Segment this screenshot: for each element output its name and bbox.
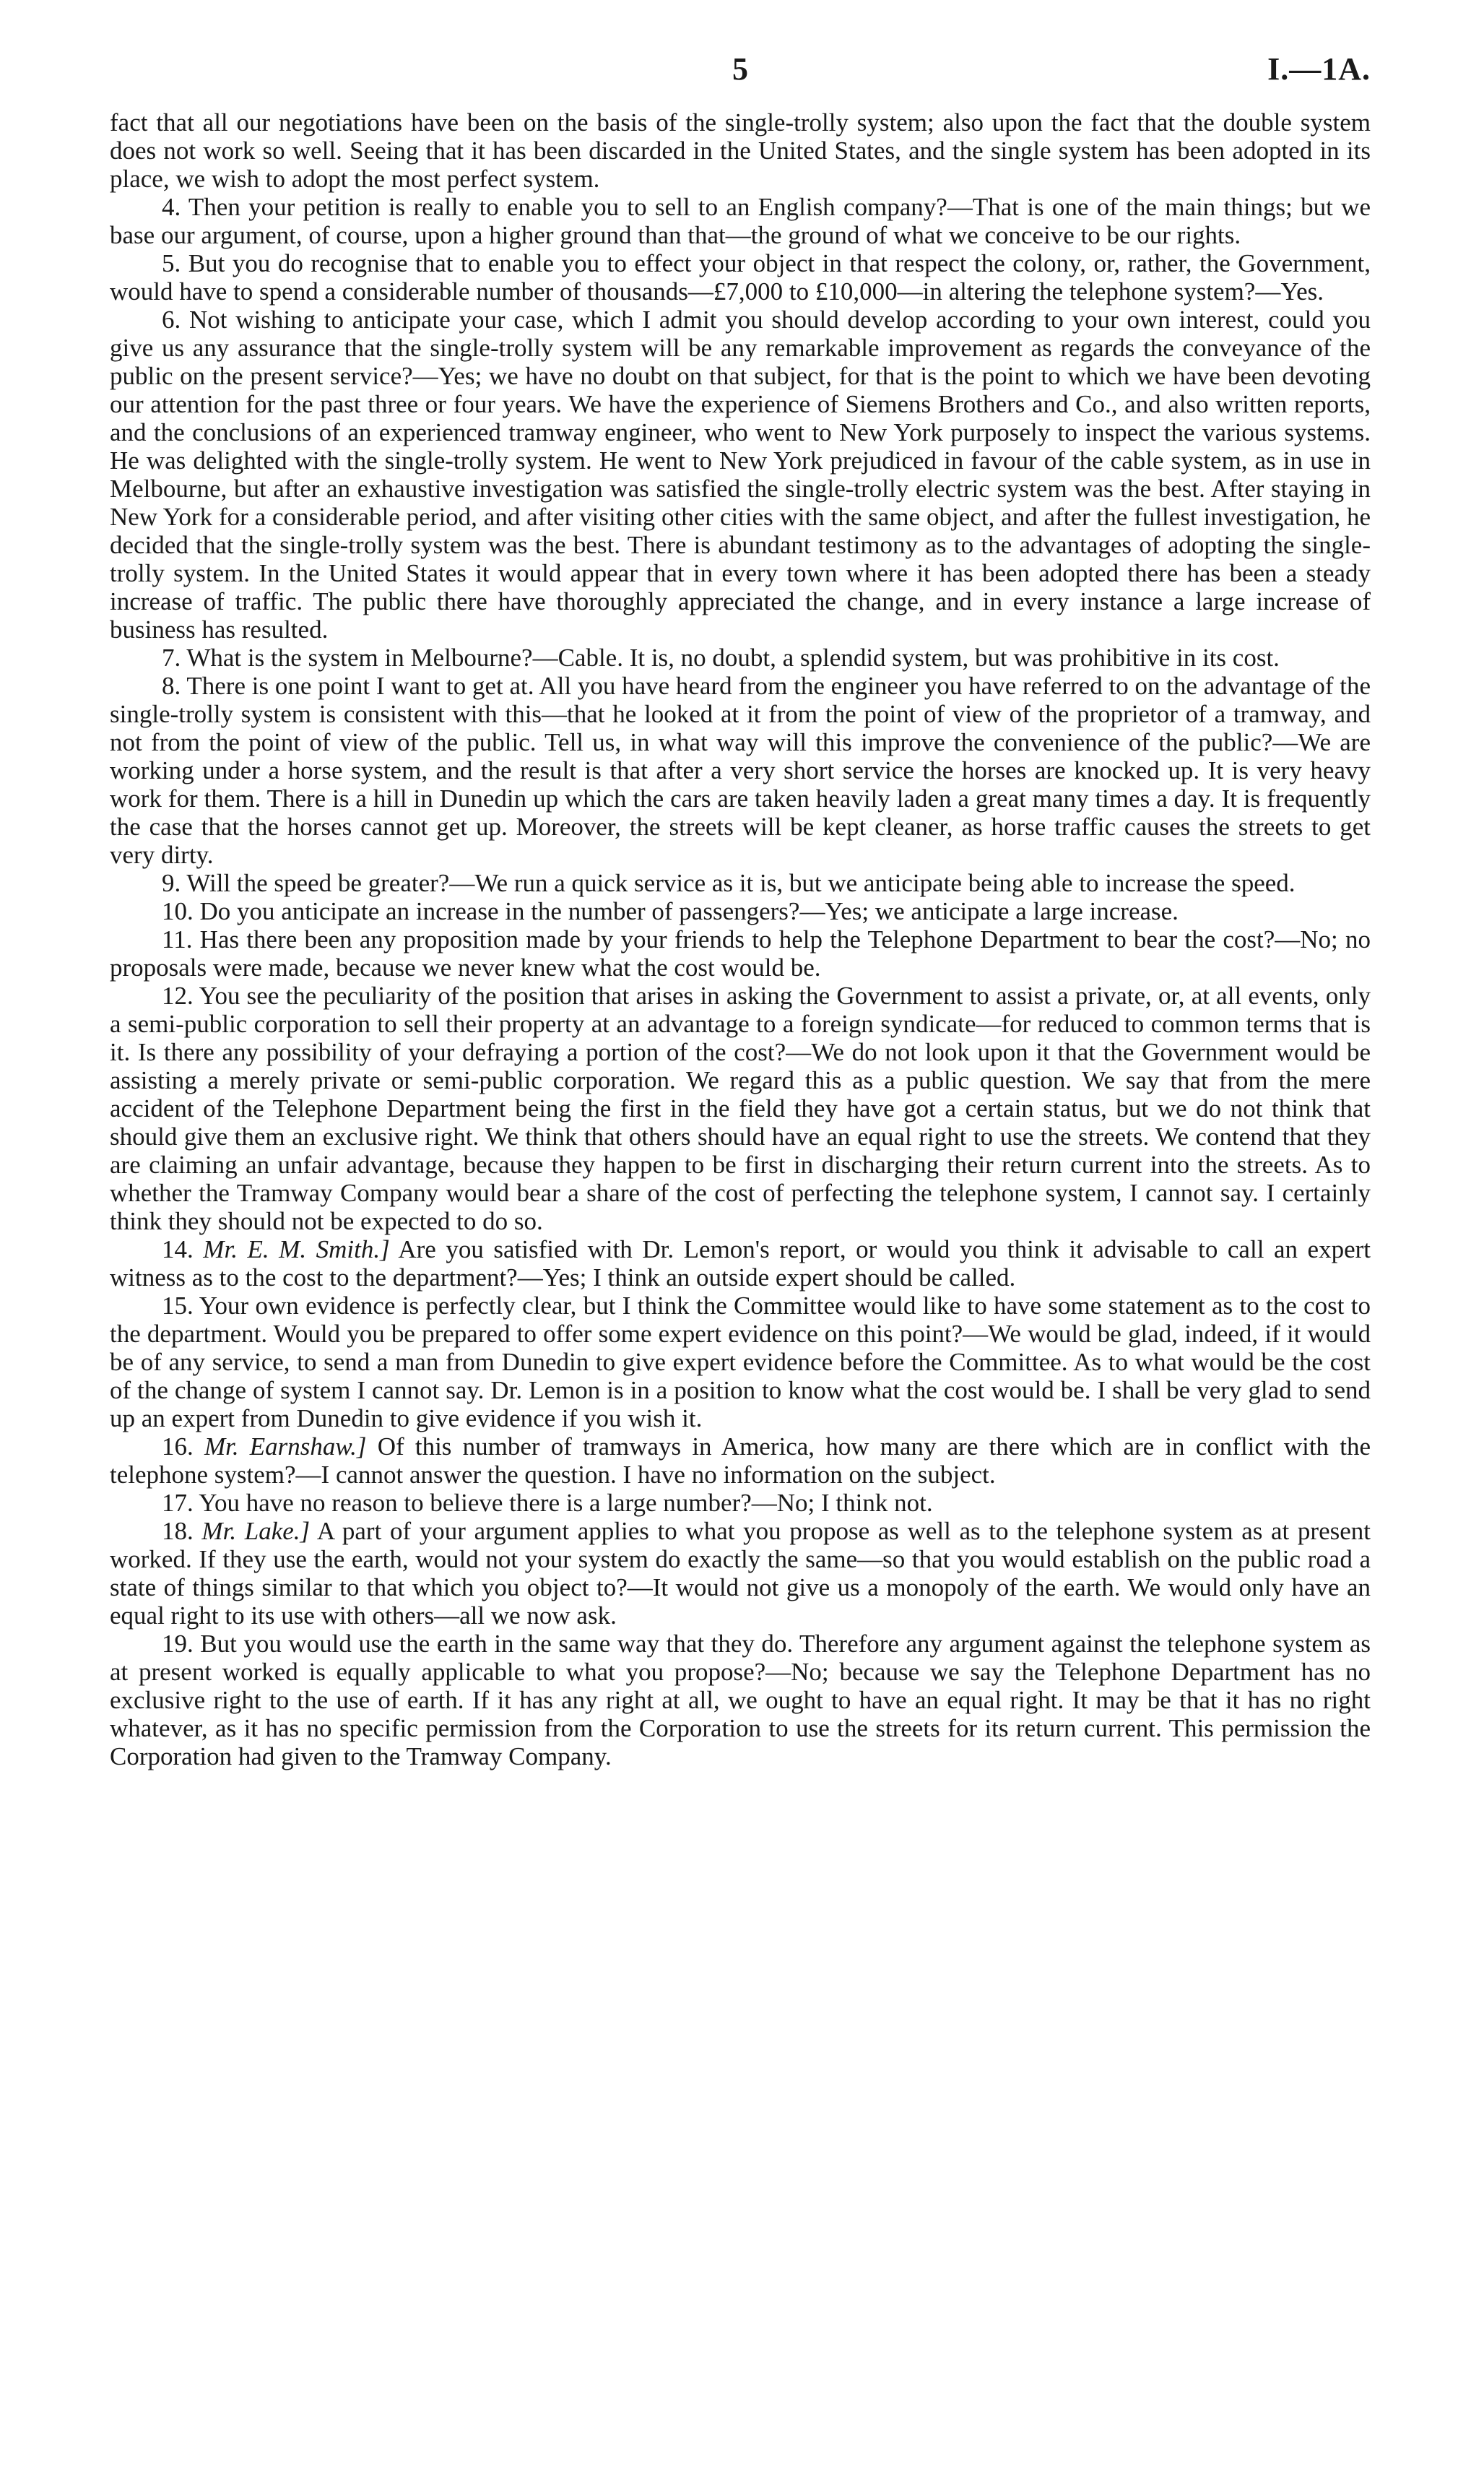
question-number: 14.: [162, 1235, 194, 1263]
paragraph-q17: 17. You have no reason to believe there is a large number?—No; I think not.: [162, 1489, 933, 1517]
paragraph-q12: 12. You see the peculiarity of the position that arises in asking the Government to assist a private, or, at all events, only a semi-public corporation to sell their property at an advantage to a foreign syndicate—for reduced to common terms that is it. Is there any possibility of your defraying a portion of the cost?—We do not look upon it that the Government would be assisting a merely private or semi-public corporation. We regard this as a public question. We say that from the mere accident of the Telephone Department being the first in the field they have got a certain status, but we do not think that should give them an exclusive right. We think that others should have an equal right to use the streets. We contend that they are claiming an unfair advantage, because they happen to be first in discharging their return current into the streets. As to whether the Tramway Company would bear a share of the cost of perfecting the telephone system, I cannot say. I certainly think they should not be expected to do so.: [110, 982, 1371, 1235]
speaker-name: Mr. Earnshaw.]: [204, 1432, 367, 1461]
page-number: 5: [732, 51, 748, 87]
paragraph-q16: [110, 1432, 1371, 1489]
body-text: [110, 108, 1371, 1770]
page-header: [110, 51, 1371, 108]
paragraph-q11: 11. Has there been any proposition made by your friends to help the Telephone Department to bear the cost?—No; no proposals were made, because we never knew what the cost would be.: [110, 925, 1371, 982]
paragraph-continuation: fact that all our negotiations have been on the basis of the single-trolly system; also upon the fact that the double system does not work so well. Seeing that it has been discarded in the United States, and the single system has been adopted in its place, we wish to adopt the most perfect system.: [110, 108, 1371, 193]
question-number: 16.: [162, 1432, 194, 1461]
paragraph-q4: 4. Then your petition is really to enable you to sell to an English company?—That is one of the main things; but we base our argument, of course, upon a higher ground than that—the ground of what we conceive to be our rights.: [110, 193, 1371, 249]
paragraph-q14: [110, 1235, 1371, 1292]
paragraph-q6: 6. Not wishing to anticipate your case, which I admit you should develop according to your own interest, could you give us any assurance that the single-trolly system will be any remarkable improvement as regards the conveyance of the public on the present service?—Yes; we have no doubt on that subject, for that is the point to which we have been devoting our attention for the past three or four years. We have the experience of Siemens Brothers and Co., and also written reports, and the conclusions of an experienced tramway engineer, who went to New York purposely to inspect the various systems. He was delighted with the single-trolly system. He went to New York prejudiced in favour of the cable system, as in use in Melbourne, but after an exhaustive investigation was satisfied the single-trolly electric system was the best. After staying in New York for a considerable period, and after visiting other cities with the same object, and after the fullest investigation, he decided that the single-trolly system was the best. There is abundant testimony as to the advantages of adopting the single-trolly system. In the United States it would appear that in every town where it has been adopted there has been a steady increase of traffic. The public there have thoroughly appreciated the change, and in every instance a large increase of business has resulted.: [110, 306, 1371, 644]
paragraph-q8: 8. There is one point I want to get at. All you have heard from the engineer you have referred to on the advantage of the single-trolly system is consistent with this—that he looked at it from the point of view of the proprietor of a tramway, and not from the point of view of the public. Tell us, in what way will this improve the convenience of the public?—We are working under a horse system, and the result is that after a very short service the horses are knocked up. It is very heavy work for them. There is a hill in Dunedin up which the cars are taken heavily laden a great many times a day. It is frequently the case that the horses cannot get up. Moreover, the streets will be kept cleaner, as horse traffic causes the streets to get very dirty.: [110, 672, 1371, 869]
paragraph-q19: 19. But you would use the earth in the same way that they do. Therefore any argument against the telephone system as at present worked is equally applicable to what you propose?—No; because we say the Telephone Department has no exclusive right to the use of earth. If it has any right at all, we ought to have an equal right. It may be that it has no right whatever, as it has no specific permission from the Corporation to use the streets for its return current. This permission the Corporation had given to the Tramway Company.: [110, 1630, 1371, 1770]
paragraph-q18: [110, 1517, 1371, 1630]
paragraph-q10: 10. Do you anticipate an increase in the number of passengers?—Yes; we anticipate a large increase.: [162, 897, 1179, 925]
question-text: Are you satisfied with Dr. Lemon's report, or would you think it advisable to call an expert witness as to the cost to the department?—Yes; I think an outside expert should be called.: [110, 1235, 1371, 1292]
question-number: 18.: [162, 1517, 194, 1545]
document-reference: I.—1A.: [1267, 51, 1371, 87]
paragraph-q7: 7. What is the system in Melbourne?—Cable. It is, no doubt, a splendid system, but was prohibitive in its cost.: [162, 644, 1280, 672]
speaker-name: Mr. E. M. Smith.]: [203, 1235, 390, 1263]
speaker-name: Mr. Lake.]: [201, 1517, 311, 1545]
question-text: A part of your argument applies to what you propose as well as to the telephone system as at present worked. If they use the earth, would not your system do exactly the same—so that you would establish on the public road a state of things similar to that which you object to?—It would not give us a monopoly of the earth. We would only have an equal right to its use with others—all we now ask.: [110, 1517, 1371, 1630]
paragraph-q15: 15. Your own evidence is perfectly clear, but I think the Committee would like to have some statement as to the cost to the department. Would you be prepared to offer some expert evidence on this point?—We would be glad, indeed, if it would be of any service, to send a man from Dunedin to give expert evidence before the Committee. As to what would be the cost of the change of system I cannot say. Dr. Lemon is in a position to know what the cost would be. I shall be very glad to send up an expert from Dunedin to give evidence if you wish it.: [110, 1292, 1371, 1432]
paragraph-q9: 9. Will the speed be greater?—We run a quick service as it is, but we anticipate being able to increase the speed.: [162, 869, 1296, 897]
paragraph-q5: 5. But you do recognise that to enable you to effect your object in that respect the colony, or, rather, the Government, would have to spend a considerable number of thousands—£7,000 to £10,000—in altering the telephone system?—Yes.: [110, 249, 1371, 306]
document-page: [110, 51, 1371, 1770]
question-text: Of this number of tramways in America, how many are there which are in conflict with the telephone system?—I cannot answer the question. I have no information on the subject.: [110, 1432, 1371, 1489]
